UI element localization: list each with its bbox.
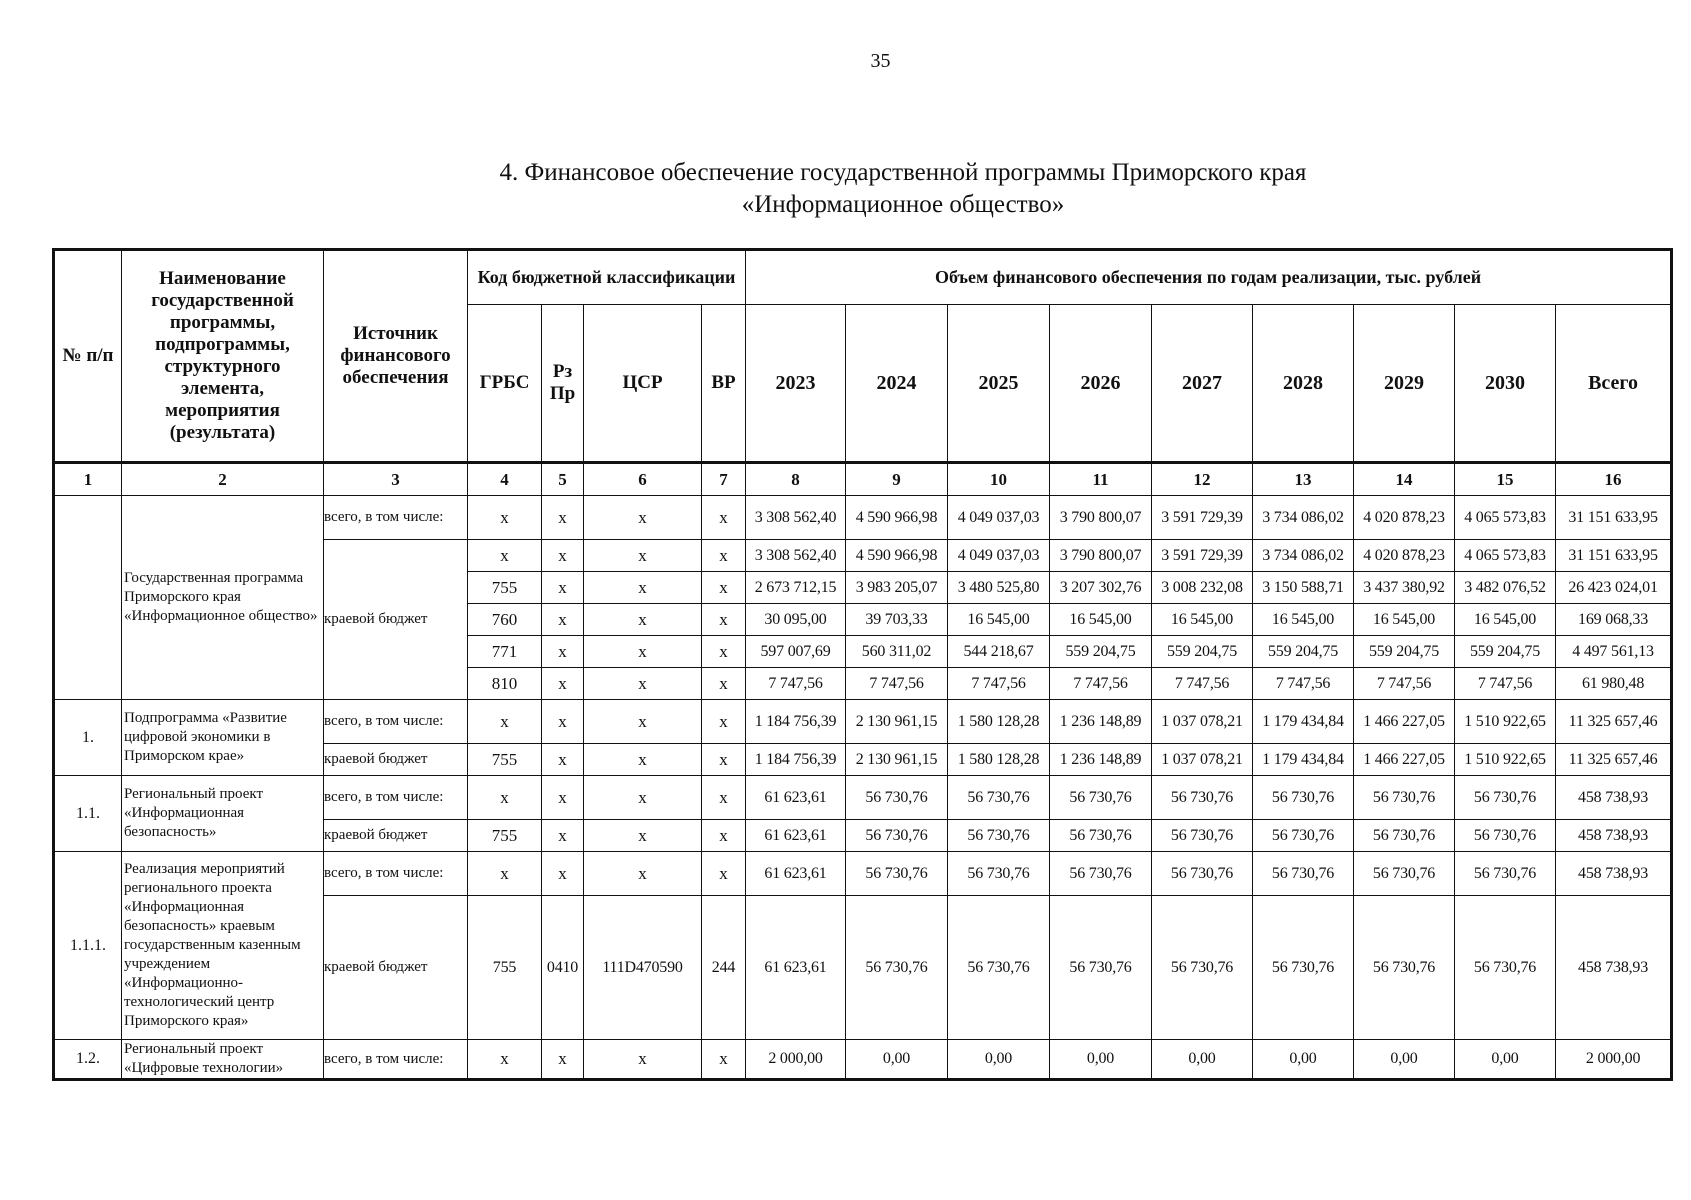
cell-value: 61 980,48 [1556,668,1672,700]
header-num: № п/п [54,250,122,463]
row-name: Региональный проект «Информационная безопасность» [122,776,324,852]
cell-value: 31 151 633,95 [1556,540,1672,572]
cell-value: 16 545,00 [948,604,1050,636]
cell-rzpr: х [542,604,584,636]
cell-vr: 244 [702,896,746,1040]
cell-grbs: 755 [468,820,542,852]
cell-grbs: х [468,496,542,540]
cell-value: 16 545,00 [1152,604,1253,636]
table-row [54,852,1672,896]
col-number: 12 [1152,463,1253,496]
cell-value: 0,00 [948,1040,1050,1080]
cell-value: 56 730,76 [1354,896,1455,1040]
cell-vr: х [702,604,746,636]
cell-rzpr: х [542,776,584,820]
cell-grbs: 810 [468,668,542,700]
cell-vr: х [702,820,746,852]
cell-value: 56 730,76 [1354,776,1455,820]
col-number: 3 [324,463,468,496]
cell-value: 56 730,76 [1455,896,1556,1040]
cell-value: 7 747,56 [1455,668,1556,700]
cell-value: 3 734 086,02 [1253,540,1354,572]
cell-value: 4 049 037,03 [948,540,1050,572]
cell-rzpr: х [542,540,584,572]
cell-rzpr: х [542,820,584,852]
cell-value: 458 738,93 [1556,820,1672,852]
header-name: Наименование государственной программы, подпрограммы, структурного элемента, мероприятия (результата) [122,250,324,463]
cell-value: 56 730,76 [948,896,1050,1040]
cell-value: 39 703,33 [846,604,948,636]
cell-value: 560 311,02 [846,636,948,668]
cell-csr: х [584,572,702,604]
cell-value: 56 730,76 [846,852,948,896]
row-source: всего, в том числе: [324,700,468,744]
cell-value: 56 730,76 [846,820,948,852]
col-number: 15 [1455,463,1556,496]
cell-value: 2 130 961,15 [846,744,948,776]
cell-value: 61 623,61 [746,896,846,1040]
cell-value: 0,00 [1253,1040,1354,1080]
cell-value: 1 510 922,65 [1455,700,1556,744]
header-csr: ЦСР [584,305,702,463]
cell-value: 3 480 525,80 [948,572,1050,604]
row-source: всего, в том числе: [324,852,468,896]
cell-value: 4 590 966,98 [846,540,948,572]
row-num: 1.1. [54,776,122,852]
cell-value: 11 325 657,46 [1556,744,1672,776]
cell-vr: х [702,1040,746,1080]
header-year-2029: 2029 [1354,305,1455,463]
cell-value: 3 790 800,07 [1050,496,1152,540]
header-grbs: ГРБС [468,305,542,463]
table-row [54,496,1672,540]
cell-value: 0,00 [1354,1040,1455,1080]
cell-value: 1 580 128,28 [948,700,1050,744]
cell-value: 7 747,56 [1050,668,1152,700]
cell-value: 16 545,00 [1354,604,1455,636]
cell-value: 7 747,56 [1253,668,1354,700]
cell-vr: х [702,636,746,668]
cell-value: 458 738,93 [1556,852,1672,896]
cell-value: 3 437 380,92 [1354,572,1455,604]
cell-value: 1 179 434,84 [1253,744,1354,776]
cell-value: 56 730,76 [846,896,948,1040]
header-source: Источник финансового обеспечения [324,250,468,463]
cell-value: 559 204,75 [1354,636,1455,668]
cell-value: 31 151 633,95 [1556,496,1672,540]
cell-value: 1 037 078,21 [1152,700,1253,744]
table-row [54,776,1672,820]
cell-grbs: х [468,1040,542,1080]
cell-value: 3 482 076,52 [1455,572,1556,604]
header-budget-code: Код бюджетной классификации [468,250,746,305]
cell-value: 56 730,76 [948,852,1050,896]
cell-value: 3 983 205,07 [846,572,948,604]
cell-csr: х [584,852,702,896]
cell-value: 56 730,76 [1455,820,1556,852]
header-vr: ВР [702,305,746,463]
cell-value: 16 545,00 [1253,604,1354,636]
header-year-2030: 2030 [1455,305,1556,463]
cell-rzpr: х [542,852,584,896]
col-number: 11 [1050,463,1152,496]
col-number: 14 [1354,463,1455,496]
column-number-row [54,463,1672,496]
cell-value: 544 218,67 [948,636,1050,668]
cell-rzpr: х [542,700,584,744]
cell-value: 1 466 227,05 [1354,700,1455,744]
col-number: 4 [468,463,542,496]
header-year-2027: 2027 [1152,305,1253,463]
cell-value: 1 466 227,05 [1354,744,1455,776]
cell-value: 3 008 232,08 [1152,572,1253,604]
row-name: Государственная программа Приморского края «Информационное общество» [122,496,324,700]
cell-value: 3 591 729,39 [1152,540,1253,572]
cell-value: 1 184 756,39 [746,700,846,744]
cell-csr: х [584,744,702,776]
page-number: 35 [870,50,891,72]
cell-value: 56 730,76 [1152,820,1253,852]
col-number: 13 [1253,463,1354,496]
cell-csr: х [584,604,702,636]
cell-grbs: х [468,852,542,896]
cell-value: 3 150 588,71 [1253,572,1354,604]
cell-value: 2 000,00 [1556,1040,1672,1080]
cell-value: 4 065 573,83 [1455,540,1556,572]
cell-csr: х [584,820,702,852]
cell-value: 16 545,00 [1050,604,1152,636]
cell-value: 61 623,61 [746,852,846,896]
cell-csr: х [584,1040,702,1080]
row-name: Региональный проект «Цифровые технологии» [122,1040,324,1080]
cell-grbs: 771 [468,636,542,668]
cell-value: 56 730,76 [1152,896,1253,1040]
title-line-2: «Информационное общество» [741,191,1065,218]
col-number: 7 [702,463,746,496]
cell-csr: х [584,496,702,540]
cell-value: 4 020 878,23 [1354,540,1455,572]
cell-value: 4 590 966,98 [846,496,948,540]
cell-value: 559 204,75 [1253,636,1354,668]
cell-value: 4 049 037,03 [948,496,1050,540]
cell-value: 3 591 729,39 [1152,496,1253,540]
cell-value: 7 747,56 [948,668,1050,700]
cell-vr: х [702,572,746,604]
cell-value: 2 673 712,15 [746,572,846,604]
header-year-2024: 2024 [846,305,948,463]
cell-vr: х [702,496,746,540]
cell-value: 4 020 878,23 [1354,496,1455,540]
cell-vr: х [702,776,746,820]
col-number: 8 [746,463,846,496]
cell-grbs: 755 [468,744,542,776]
row-num: 1.1.1. [54,852,122,1040]
title-line-1: 4. Финансовое обеспечение государственной программы Приморского края [499,159,1307,186]
header-year-2028: 2028 [1253,305,1354,463]
cell-value: 1 037 078,21 [1152,744,1253,776]
cell-rzpr: 0410 [542,896,584,1040]
row-num [54,496,122,700]
row-source: всего, в том числе: [324,496,468,540]
cell-value: 61 623,61 [746,776,846,820]
row-name: Подпрограмма «Развитие цифровой экономики в Приморском крае» [122,700,324,776]
cell-value: 1 510 922,65 [1455,744,1556,776]
cell-grbs: 755 [468,572,542,604]
cell-value: 3 734 086,02 [1253,496,1354,540]
header-total: Всего [1556,305,1672,463]
col-number: 6 [584,463,702,496]
header-year-2023: 2023 [746,305,846,463]
cell-value: 1 580 128,28 [948,744,1050,776]
cell-value: 7 747,56 [746,668,846,700]
cell-csr: х [584,668,702,700]
row-num: 1. [54,700,122,776]
cell-value: 56 730,76 [1050,776,1152,820]
cell-value: 56 730,76 [1455,852,1556,896]
col-number: 2 [122,463,324,496]
cell-value: 56 730,76 [1050,852,1152,896]
cell-value: 559 204,75 [1050,636,1152,668]
cell-value: 3 308 562,40 [746,540,846,572]
cell-value: 30 095,00 [746,604,846,636]
cell-value: 559 204,75 [1455,636,1556,668]
header-year-2026: 2026 [1050,305,1152,463]
cell-value: 169 068,33 [1556,604,1672,636]
row-source: краевой бюджет [324,540,468,700]
cell-value: 3 207 302,76 [1050,572,1152,604]
financing-table [52,248,1673,1081]
cell-value: 4 497 561,13 [1556,636,1672,668]
cell-value: 2 130 961,15 [846,700,948,744]
cell-value: 7 747,56 [1354,668,1455,700]
col-number: 5 [542,463,584,496]
cell-value: 56 730,76 [1050,896,1152,1040]
row-source: всего, в том числе: [324,1040,468,1080]
cell-csr: х [584,776,702,820]
cell-value: 26 423 024,01 [1556,572,1672,604]
cell-value: 559 204,75 [1152,636,1253,668]
cell-rzpr: х [542,668,584,700]
cell-value: 56 730,76 [1050,820,1152,852]
cell-value: 7 747,56 [1152,668,1253,700]
col-number: 16 [1556,463,1672,496]
cell-value: 3 790 800,07 [1050,540,1152,572]
col-number: 10 [948,463,1050,496]
cell-vr: х [702,700,746,744]
col-number: 1 [54,463,122,496]
cell-value: 3 308 562,40 [746,496,846,540]
cell-rzpr: х [542,744,584,776]
document-title [0,157,1691,221]
cell-value: 56 730,76 [846,776,948,820]
cell-value: 16 545,00 [1455,604,1556,636]
cell-grbs: х [468,700,542,744]
cell-value: 56 730,76 [1354,820,1455,852]
cell-value: 56 730,76 [948,776,1050,820]
row-name: Реализация мероприятий регионального проекта «Информационная безопасность» краевым государственным казенным учреждением «Информационно-технологический центр Приморского края» [122,852,324,1040]
cell-vr: х [702,744,746,776]
cell-csr: х [584,540,702,572]
cell-value: 7 747,56 [846,668,948,700]
cell-vr: х [702,540,746,572]
cell-grbs: 760 [468,604,542,636]
cell-vr: х [702,668,746,700]
cell-vr: х [702,852,746,896]
header-year-2025: 2025 [948,305,1050,463]
cell-value: 0,00 [1152,1040,1253,1080]
cell-value: 0,00 [1050,1040,1152,1080]
cell-value: 458 738,93 [1556,896,1672,1040]
cell-value: 56 730,76 [1253,776,1354,820]
header-rzpr: Рз Пр [542,305,584,463]
cell-value: 56 730,76 [1253,896,1354,1040]
cell-value: 56 730,76 [1354,852,1455,896]
cell-value: 458 738,93 [1556,776,1672,820]
cell-value: 61 623,61 [746,820,846,852]
cell-value: 2 000,00 [746,1040,846,1080]
cell-value: 56 730,76 [1455,776,1556,820]
row-num: 1.2. [54,1040,122,1080]
cell-value: 4 065 573,83 [1455,496,1556,540]
cell-value: 0,00 [1455,1040,1556,1080]
cell-rzpr: х [542,496,584,540]
cell-value: 56 730,76 [1152,852,1253,896]
cell-csr: 111D470590 [584,896,702,1040]
cell-value: 1 179 434,84 [1253,700,1354,744]
header-volume: Объем финансового обеспечения по годам реализации, тыс. рублей [746,250,1672,305]
cell-value: 56 730,76 [1152,776,1253,820]
row-source: краевой бюджет [324,744,468,776]
table-row [54,1040,1672,1080]
row-source: всего, в том числе: [324,776,468,820]
cell-value: 11 325 657,46 [1556,700,1672,744]
cell-rzpr: х [542,636,584,668]
cell-value: 56 730,76 [948,820,1050,852]
cell-grbs: 755 [468,896,542,1040]
table-row [54,700,1672,744]
cell-csr: х [584,700,702,744]
cell-value: 1 184 756,39 [746,744,846,776]
cell-value: 1 236 148,89 [1050,700,1152,744]
cell-value: 0,00 [846,1040,948,1080]
col-number: 9 [846,463,948,496]
cell-grbs: х [468,776,542,820]
cell-rzpr: х [542,572,584,604]
row-source: краевой бюджет [324,820,468,852]
cell-grbs: х [468,540,542,572]
cell-value: 56 730,76 [1253,852,1354,896]
cell-value: 1 236 148,89 [1050,744,1152,776]
cell-value: 597 007,69 [746,636,846,668]
cell-value: 56 730,76 [1253,820,1354,852]
cell-rzpr: х [542,1040,584,1080]
header-row-1 [54,250,1672,305]
row-source: краевой бюджет [324,896,468,1040]
cell-csr: х [584,636,702,668]
